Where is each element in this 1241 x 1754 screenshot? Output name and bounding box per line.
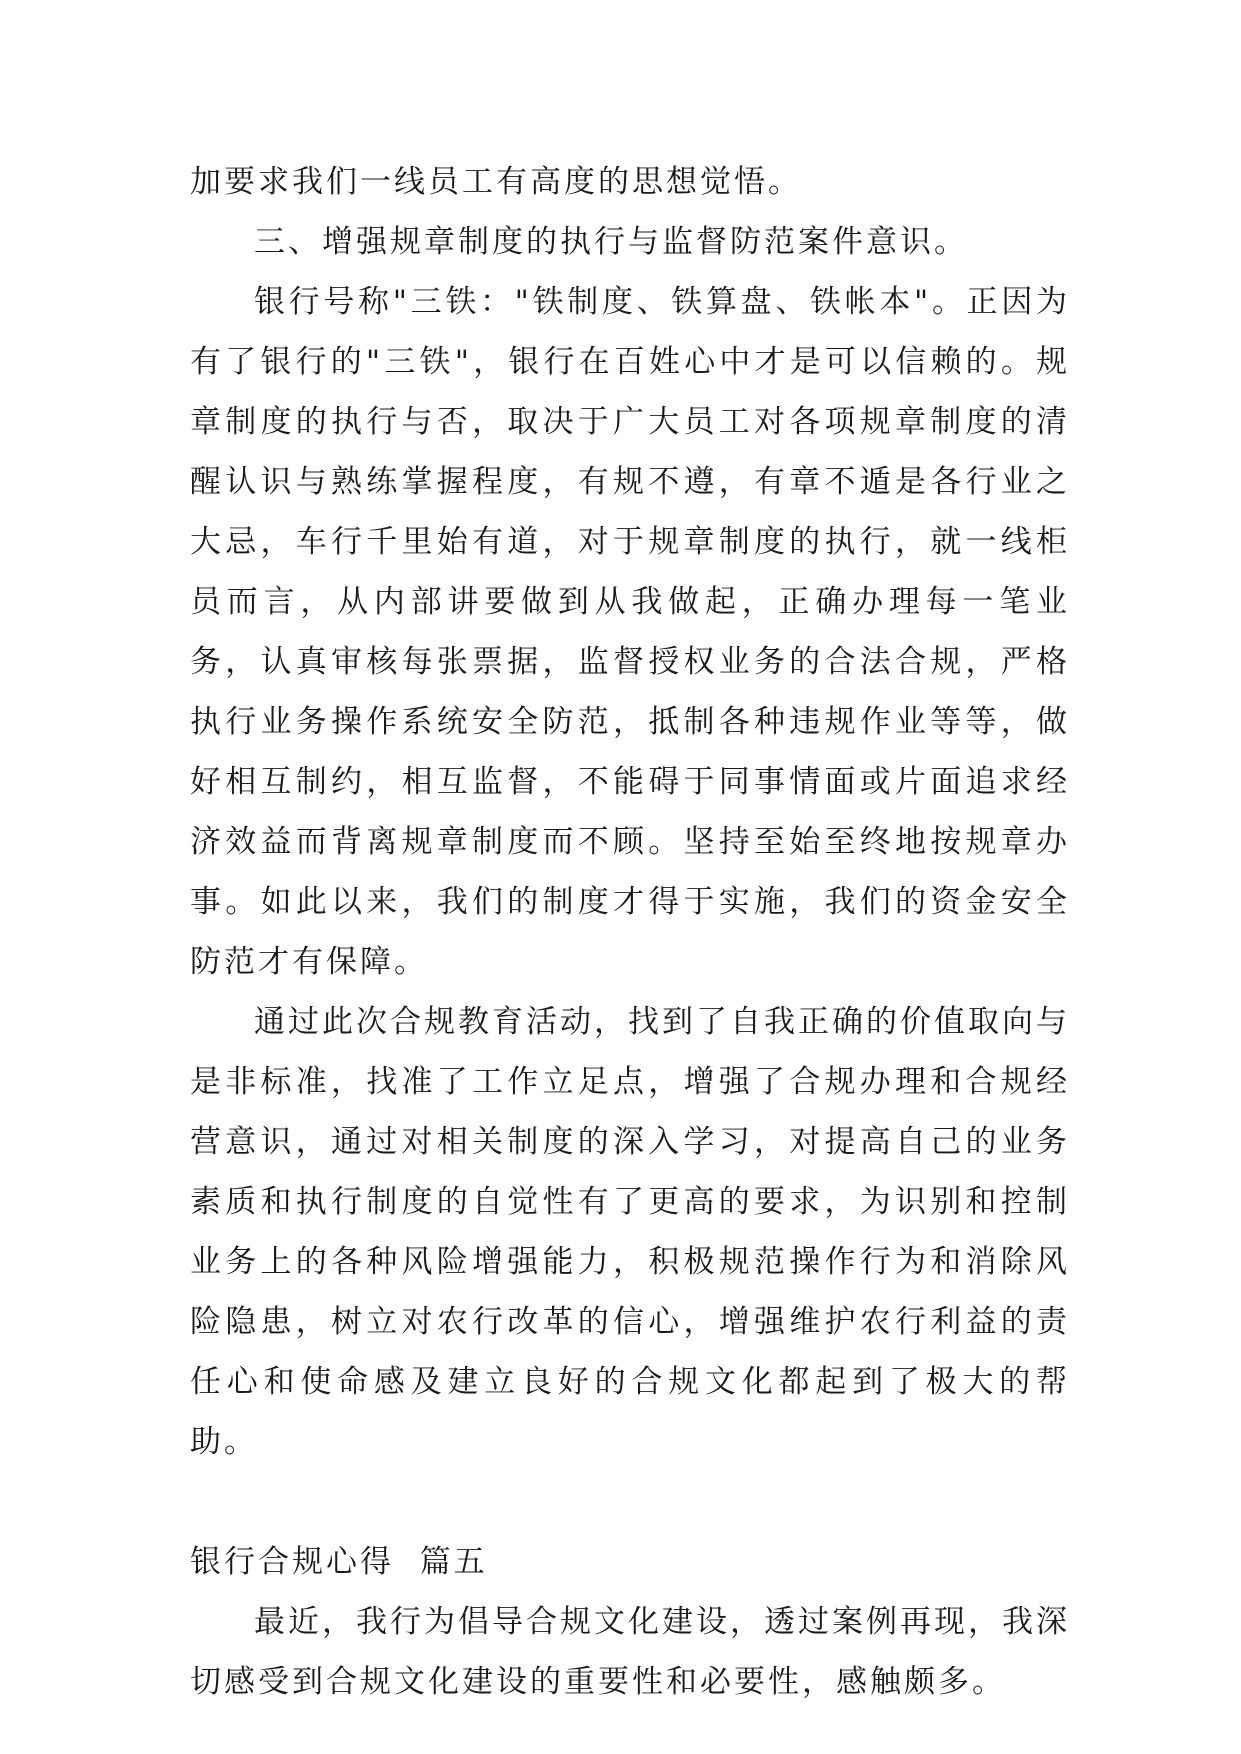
paragraph-compliance-education: 通过此次合规教育活动，找到了自我正确的价值取向与是非标准，找准了工作立足点，增强了合规办理和合规经营意识，通过对相关制度的深入学习，对提高自己的业务素质和执行制度的自觉性有了更高的要求，为识别和控制业务上的各种风险增强能力，积极规范操作行为和消除风险隐患，树立对农行改革的信心，增强维护农行利益的责任心和使命感及建立良好的合规文化都起到了极大的帮助。 xyxy=(190,1004,1070,1460)
paragraph-three-iron-rules: 银行号称"三铁："铁制度、铁算盘、铁帐本"。正因为有了银行的"三铁"，银行在百姓心中才是可以信赖的。规章制度的执行与否，取决于广大员工对各项规章制度的清醒认识与熟练掌握程度，有规不遵，有章不遁是各行业之大忌，车行千里始有道，对于规章制度的执行，就一线柜员而言，从内部讲要做到从我做起，正确办理每一笔业务，认真审核每张票据，监督授权业务的合法合规，严格执行业务操作系统安全防范，抵制各种违规作业等等，做好相互制约，相互监督，不能碍于同事情面或片面追求经济效益而背离规章制度而不顾。坚持至始至终地按规章办事。如此以来，我们的制度才得于实施，我们的资金安全防范才有保障。 xyxy=(190,284,1070,980)
paragraph-continuation: 加要求我们一线员工有高度的思想觉悟。 xyxy=(190,164,802,200)
paragraph-section-five-intro: 最近，我行为倡导合规文化建设，透过案例再现，我深切感受到合规文化建设的重要性和必要性，感触颇多。 xyxy=(190,1604,1070,1700)
section-heading: 银行合规心得 篇五 xyxy=(190,1544,488,1580)
paragraph-point-three: 三、增强规章制度的执行与监督防范案件意识。 xyxy=(254,224,968,260)
document-body xyxy=(190,152,1070,1712)
